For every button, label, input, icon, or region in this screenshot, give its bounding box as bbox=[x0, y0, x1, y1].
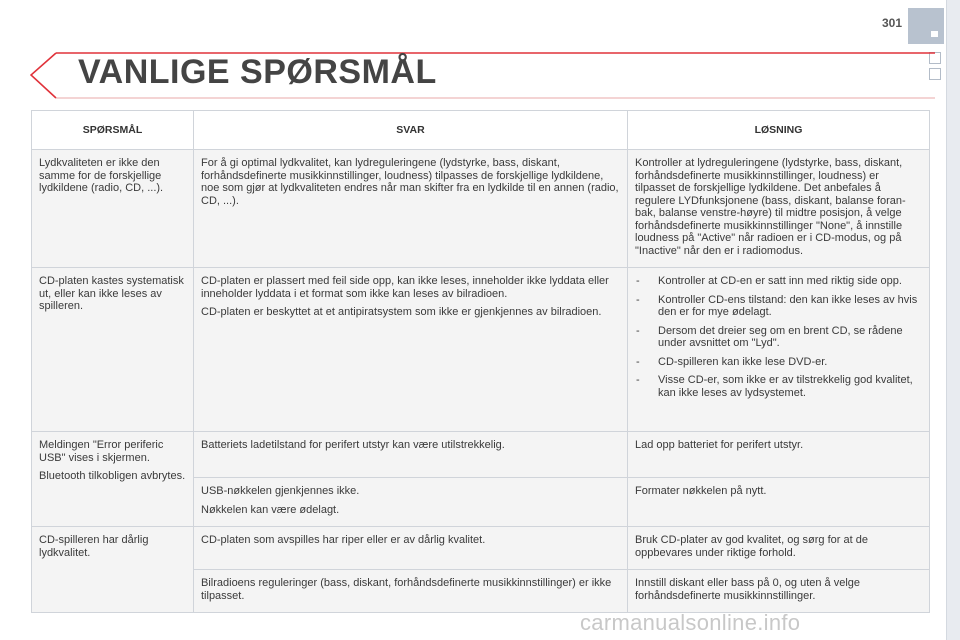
answer-text: Nøkkelen kan være ødelagt. bbox=[201, 503, 340, 516]
answer-text: CD-platen er beskyttet at et antipiratsystem som ikke er gjenkjennes av bilradioen. bbox=[201, 306, 602, 318]
page-number: 301 bbox=[881, 16, 902, 30]
solution-text: Lad opp batteriet for perifert utstyr. bbox=[635, 439, 804, 451]
faq-table-container bbox=[31, 110, 929, 613]
list-item: - CD-spilleren kan ikke lese DVD-er. bbox=[635, 356, 922, 369]
table-header-row bbox=[32, 111, 930, 150]
corner-tab-mark bbox=[931, 31, 938, 37]
solution-cell bbox=[628, 268, 930, 432]
question-text: CD-platen kastes systematisk ut, eller kan ikke leses av spilleren. bbox=[39, 275, 184, 312]
answer-cell bbox=[194, 432, 628, 478]
answer-text: CD-platen er plassert med feil side opp, kan ikke leses, inneholder ikke lyddata eller inneholder lyddata i et format som ikke kan leses av bilradioen. bbox=[201, 275, 609, 300]
answer-text: For å gi optimal lydkvalitet, kan lydreguleringene (lydstyrke, bass, diskant, forhåndsdefinerte musikkinnstillinger, loudness) tilpasses de forskjellige lydkildene, noe som gjør at lydkvaliteten endres når man skifter fra en lydkilde til en annen (radio, CD, ...). bbox=[201, 157, 619, 207]
corner-tab bbox=[908, 8, 944, 44]
answer-cell bbox=[194, 478, 628, 527]
answer-text: USB-nøkkelen gjenkjennes ikke. bbox=[201, 485, 360, 497]
answer-text: CD-platen som avspilles har riper eller er av dårlig kvalitet. bbox=[201, 534, 486, 546]
list-item: - Kontroller at CD-en er satt inn med riktig side opp. bbox=[635, 275, 922, 288]
page-title: VANLIGE SPØRSMÅL bbox=[78, 53, 437, 91]
table-row bbox=[32, 432, 930, 478]
question-cell bbox=[32, 268, 194, 432]
question-text: Bluetooth tilkobligen avbrytes. bbox=[39, 470, 186, 482]
question-text: Meldingen "Error periferic USB" vises i skjermen. bbox=[39, 439, 164, 464]
watermark-text: carmanualsonline.info bbox=[580, 610, 801, 635]
solution-cell bbox=[628, 432, 930, 478]
solution-text: Bruk CD-plater av god kvalitet, og sørg for at de oppbevares under riktige forhold. bbox=[635, 534, 868, 559]
answer-cell bbox=[194, 527, 628, 570]
question-text: Lydkvaliteten er ikke den samme for de forskjellige lydkildene (radio, CD, ...). bbox=[39, 157, 164, 194]
header-question: SPØRSMÅL bbox=[32, 111, 194, 150]
solution-cell bbox=[628, 150, 930, 268]
solution-cell bbox=[628, 478, 930, 527]
question-cell bbox=[32, 432, 194, 527]
answer-cell bbox=[194, 268, 628, 432]
faq-table bbox=[31, 110, 930, 613]
header-answer: SVAR bbox=[194, 111, 628, 150]
question-text: CD-spilleren har dårlig lydkvalitet. bbox=[39, 534, 149, 559]
answer-text: Bilradioens reguleringer (bass, diskant, forhåndsdefinerte musikkinnstillinger) er ikke tilpasset. bbox=[201, 577, 612, 602]
list-item: - Kontroller CD-ens tilstand: den kan ikke leses av hvis den er for mye ødelagt. bbox=[635, 294, 922, 319]
list-item: - Visse CD-er, som ikke er av tilstrekkelig god kvalitet, kan ikke leses av lydsystemet. bbox=[635, 374, 922, 399]
solution-list bbox=[635, 275, 922, 399]
table-row bbox=[32, 268, 930, 432]
solution-cell bbox=[628, 527, 930, 570]
list-item: - Dersom det dreier seg om en brent CD, se rådene under avsnittet om "Lyd". bbox=[635, 325, 922, 350]
answer-text: Batteriets ladetilstand for perifert utstyr kan være utilstrekkelig. bbox=[201, 439, 505, 451]
solution-cell bbox=[628, 570, 930, 613]
header-solution: LØSNING bbox=[628, 111, 930, 150]
table-row bbox=[32, 150, 930, 268]
answer-cell bbox=[194, 150, 628, 268]
side-strip bbox=[946, 0, 960, 640]
question-cell bbox=[32, 150, 194, 268]
solution-text: Formater nøkkelen på nytt. bbox=[635, 485, 767, 497]
table-row bbox=[32, 527, 930, 570]
solution-text: Kontroller at lydreguleringene (lydstyrke, bass, diskant, forhåndsdefinerte musikkinnstillinger, loudness) er tilpasset de forskjellige lydkildene. Det anbefales å regulere LYDfunksjonene (bass, diskant, balanse foran-bak, balanse venstre-høyre) til midtre posisjon, å velge forhåndsdefinerte musikkinnstillinger "None", å innstille loudness på "Active" når radioen er i CD-modus, og på "Inactive" når den er i radiomodus. bbox=[635, 157, 906, 257]
solution-text: Innstill diskant eller bass på 0, og uten å velge forhåndsdefinerte musikkinnstillinger. bbox=[635, 577, 861, 602]
answer-cell bbox=[194, 570, 628, 613]
question-cell bbox=[32, 527, 194, 613]
